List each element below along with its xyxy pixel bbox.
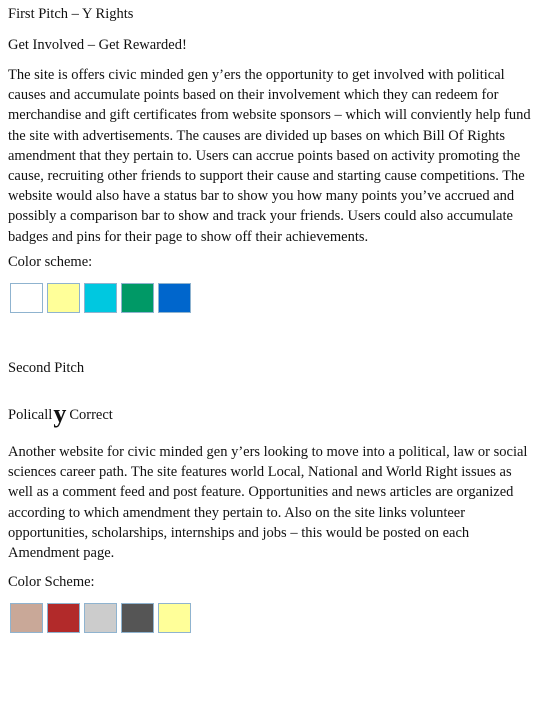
color-swatch (121, 283, 154, 313)
color-swatch (10, 603, 43, 633)
pitch2-heading: Second Pitch (8, 360, 85, 376)
pitch1-heading: First Pitch – Y Rights (8, 6, 134, 22)
pitch2-title-y: y (53, 399, 67, 428)
color-swatch (84, 603, 117, 633)
pitch2-title (8, 401, 113, 428)
color-swatch (47, 603, 80, 633)
pitch2-title-part2: Correct (69, 407, 113, 423)
pitch2-description: Another website for civic minded gen y’ers looking to move into a political, law or social sciences career path. The site features world Local, National and World Right issues as well as a comment feed and post feature. Opportunities and news articles are organized according to which amendment they pertain to. Also on the site links volunteer opportunities, scholarships, internships and jobs – this would be posted on each Amendment page. (8, 444, 528, 562)
color-swatch (158, 283, 191, 313)
pitch2-title-part1: Policall (8, 407, 53, 423)
color-swatch (121, 603, 154, 633)
color-swatch (158, 603, 191, 633)
color-swatch (47, 283, 80, 313)
pitch1-subheading: Get Involved – Get Rewarded! (8, 37, 187, 53)
pitch1-color-swatches (10, 283, 191, 315)
pitch1-color-label: Color scheme: (8, 254, 93, 270)
pitch1-description: The site is offers civic minded gen y’ers the opportunity to get involved with political causes and accumulate points based on their involvement which they can redeem for merchandise and gift certificates from website sponsors – which will conviently help fund the site with advertisements. The causes are divided up bases on which Bill Of Rights amendment that they pertain to. Users can accrue points based on activity promoting the cause, recruiting other friends to support their cause and starting cause competitions. The website would also have a status bar to show you how many points you’ve accrued and possibly a comparison bar to show and track your friends. Users could also accumulate badges and pins for their page to show off their achievements. (8, 67, 531, 245)
color-swatch (10, 283, 43, 313)
pitch2-color-swatches (10, 603, 191, 635)
color-swatch (84, 283, 117, 313)
pitch2-color-label: Color Scheme: (8, 574, 95, 590)
